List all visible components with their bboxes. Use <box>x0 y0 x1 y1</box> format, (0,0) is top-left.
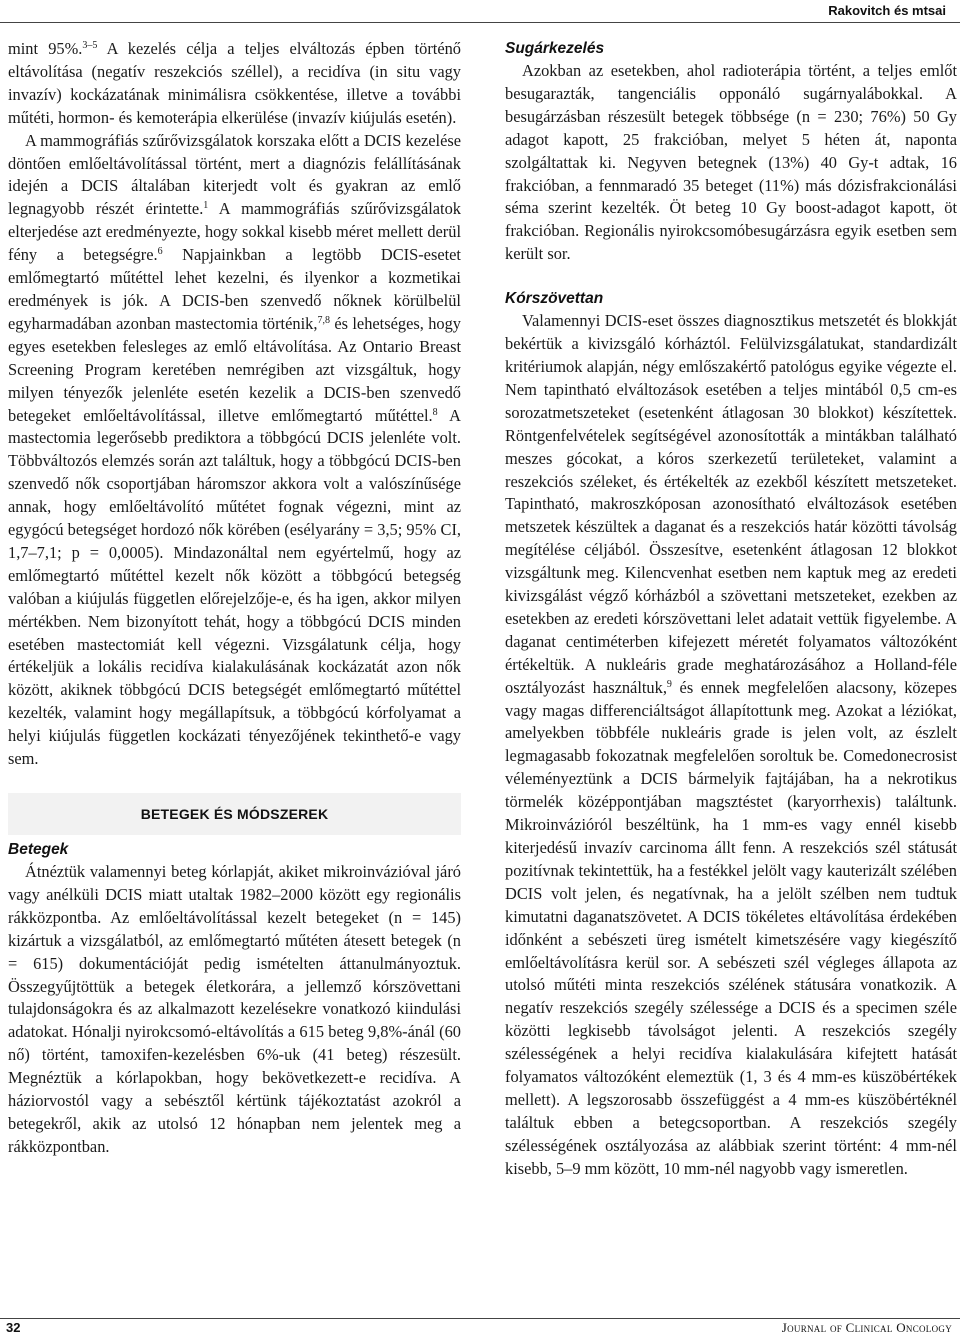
section-heading-methods: BETEGEK ÉS MÓDSZEREK <box>8 793 461 835</box>
citation: 6 <box>157 246 163 258</box>
citation: 9 <box>666 678 672 690</box>
citation: 7,8 <box>317 314 330 326</box>
running-head: Rakovitch és mtsai <box>828 3 946 18</box>
subheading-pathology: Kórszövettan <box>505 290 604 308</box>
subheading-radiotherapy: Sugárkezelés <box>505 40 605 57</box>
paragraph-background: A mammográfiás szűrővizsgálatok korszaka előtt a DCIS kezelése döntően emlőeltávolítással történt, mert a diagnózis felállításának idején a DCIS általában kiterjedt volt és gyakran az emlő legnagyobb részét érintette.$^1$ A mammográfiás szűrővizsgálatok elterjedése azt eredményezte, hogy sokkal kisebb méret mellett derül fény a betegségre.$^6$ Napjainkban a legtöbb DCIS-esetet emlőmegtartó műtéttel lehet kezelni, és ilyenkor a kozmetikai eredmények is jók. A DCIS-ben szenvedő nőknek körülbelül egyharmadában azonban mastectomia történik,$^{7,8}$ és lehetséges, hogy egyes esetekben felesleges az emlő eltávolítása. Az Ontario Breast Screening Program keretében nemrégiben azt vizsgáltuk, hogy milyen tényezők jelenléte esetén kezelik a DCIS-ben szenvedő betegeket emlőeltávolítással, illetve emlőmegtartó műtéttel.$^8$ A mastectomia legerősebb prediktora a többgócú DCIS jelenléte volt. Többváltozós elemzés során azt találtuk, hogy a többgócú DCIS-ben szenvedő nők csoportjában háromszor akkora volt a valószínűsége annak, hogy emlőeltávolító műtétet fognak végezni, mint az egygócú betegséget hordozó nők körében (esélyarány = 3,5; 95% CI, 1,7–7,1; p = 0,0005). Mindazonáltal nem egyértelmű, hogy az emlőmegtartó műtéttel kezelt nők között a többgócú betegség valóban a kiújulás független előrejelzője-e, és ha igen, akkor milyen mértékben. Nem bizonyított tehát, hogy a többgócú DCIS minden esetében mastectomiát kell végezni. Vizsgálatunk célja, hogy értékeljük a lokális recidíva kialakulásának kockázatát azon nők között, akiknek többgócú DCIS betegségét emlőmegtartó műtéttel kezelték, valamint hogy megállapítsuk, a többgócú kórfolyamat a helyi kiújulás független kockázati tényezőjének tekinthető-e vagy sem. <box>8 130 462 769</box>
right-column <box>505 38 957 1181</box>
paragraph-patients: Átnéztük valamennyi beteg kórlapját, akiket mikroinvázióval járó vagy anélküli DCIS miatt utaltak 1982–2000 között egy regionális rákközpontba. Az emlőeltávolítással kezelt betegeket (n = 145) kizártuk a vizsgálatból, az emlőmegtartó műtéten átesett betegek (n = 615) dokumentációját pedig ismételten áttanulmányoztuk. Összegyűjtöttük a betegek életkorára, a jellemző kórszövettani tulajdonságokra és az alkalmazott kezelésekre vonatkozó kiindulási adatokat. Hónalji nyirokcsomó-eltávolítás a 615 beteg 9,8%-ánál (60 nő) történt, tamoxifen-kezelésben 6%-uk (41 beteg) részesült. Megnéztük a kórlapokban, hogy bekövetkezett-e recidíva. A háziorvostól vagy a sebésztől kértünk tájékoztatást azokról a betegekről, akik az utolsó 12 hónapban nem jelentek meg a rákközpontban. <box>8 862 461 1156</box>
left-column <box>8 38 461 1159</box>
footer-rule <box>0 1318 960 1319</box>
paragraph-intro-end: mint 95%.$^{3-5}$ A kezelés célja a teljes elváltozás épben történő eltávolítása (negatív reszekciós széllel), a recidíva (in situ vagy invazív) kockázatának minimálisra csökkentése, illetve a további műtéti, hormon- és kemoterápia elkerülése (invazív kiújulás esetén). <box>8 39 461 127</box>
header-rule <box>0 22 960 23</box>
subheading-patients: Betegek <box>8 841 69 858</box>
citation: 3–5 <box>82 40 98 51</box>
paragraph-radiotherapy: Azokban az esetekben, ahol radioterápia történt, a teljes emlőt besugarazták, tangenciális opponáló sugárnyalábokkal. A besugárzásban részesült betegek többsége (n = 230; 76%) 50 Gy adagot kapott, 25 frakcióban, melyet 5 héten át, naponta szolgáltattak ki. Negyven betegnek (13%) 40 Gy-t adtak, 16 frakcióban, a fennmaradó 35 beteget (11%) más dózisfrakcionálási séma szerint kezelték. Öt beteg 10 Gy boost-adagot kapott, öt frakcióban. Regionális nyirokcsomóbesugárzásra egyik esetben sem került sor. <box>505 61 957 264</box>
citation: 8 <box>432 406 438 418</box>
paragraph-pathology: Valamennyi DCIS-eset összes diagnosztikus metszetét és blokkját bekértük a kivizsgáló kórháztól. Felülvizsgálatukat, standardizált kritériumok alapján, négy emlőszakértő patológus egyike végezte el. Nem tapintható elváltozások esetében a teljes mintából 0,5 cm-es sorozatmetszeteket (esetenként átlagosan 30 blokkot) készítettek. Röntgenfelvételek segítségével azonosították a mintákban található meszes gócokat, a kóros szerkezetű területeket, valamint a reszekciós széleket, és értékelték az ezekből készített metszeteket. Tapintható, makroszkóposan azonosítható elváltozások esetében metszetek készültek a daganat és a reszekciós határ közötti távolság megítélése céljából. Összesítve, esetenként átlagosan 12 blokkot vizsgáltunk meg. Kilencvenhat esetben nem kaptuk meg az eredeti kivizsgálást végző kórházból a szövettani metszeteket, ezekben az esetekben az eredeti kórszövettani lelet adatait vettük figyelembe. A daganat centiméterben kifejezett méretét folyamatos változóként értékeltük. A nukleáris grade meghatározásához a Holland-féle osztályozást használtuk,$^9$ és ennek megfelelően alacsony, közepes vagy magas differenciáltságot állapítottunk meg. Azokat a léziókat, amelyekben többféle nukleáris grade is jelen volt, az észlelt legmagasabb fokozatnak megfelelően soroltuk be. Comedonecrosist véleményeztünk a DCIS bármelyik fajtájában, ha a nekrotikus törmelék középpontjában magsztéstet (karyorrhexis) találtunk. Mikroinvázióról beszéltünk, ha 1 mm-es vagy ennél kisebb kiterjedésű invazív carcinoma állt fenn. A reszekciós szél státusát pozitívnak tekintettük, ha a festékkel jelölt vagy kauterizált szélében DCIS volt jelen, és negatívnak, ha a jelölt szélben nem tudtuk kimutatni daganatszövetet. A DCIS tökéletes eltávolítása érdekében időnként a sebészeti üreg ismételt kimetszésére vagy kiegészítő emlőeltávolításra kerül sor. A sebészeti szél végleges állapota az utolsó műtéti minta reszekciós szélének státusára vonatkozik. A negatív reszekciós szegély szélessége a DCIS és a specimen széle közötti legkisebb távolságot jelenti. A reszekciós szegély szélességének a helyi recidíva kialakulására kifejtett hatását folyamatos változóként elemeztük (1, 3 és 4 mm-es küszöbértékek mellett). A legszorosabb összefüggést a 4 mm-es küszöbértéknél találtuk ebben a betegcsoportban. A reszekciós szegély szélességének osztályozása az alábbiak szerint történt: 4 mm-nél kisebb, 5–9 mm között, 10 mm-nél nagyobb vagy ismeretlen. <box>505 311 957 1178</box>
journal-name: Journal of Clinical Oncology <box>781 1320 952 1335</box>
citation: 1 <box>203 200 209 212</box>
page-number: 32 <box>6 1320 21 1335</box>
